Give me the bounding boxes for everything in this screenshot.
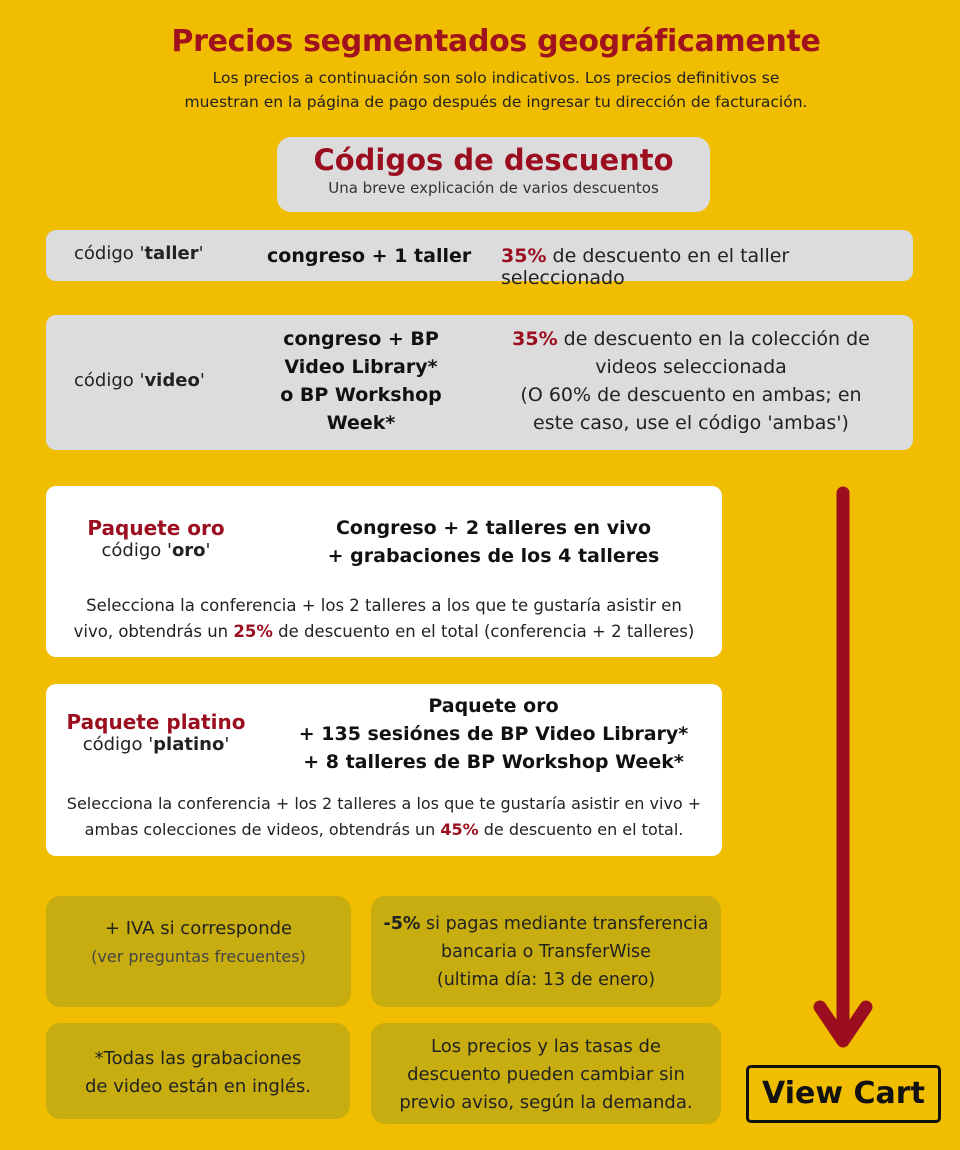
discount-row-taller [46,230,913,289]
page-title: Precios segmentados geográficamente [171,24,821,59]
discount-description: 35% de descuento en la colección de videos seleccionada (O 60% de descuento en ambas; en este caso, use el código 'ambas') [512,328,870,434]
discount-percent: 35% [501,245,547,267]
discount-percent: 25% [233,622,273,641]
note-text: + IVA si corresponde [104,918,293,939]
package-name: Paquete oro [87,516,225,540]
view-cart-button[interactable]: View Cart [746,1065,941,1123]
code-value: taller [144,243,199,264]
package-card-platino [46,684,722,856]
note-transfer: -5% si pagas mediante transferencia bancaria o TransferWise (ultima día: 13 de enero) [371,896,721,1007]
package-card-oro [46,486,722,657]
discount-percent: -5% [383,914,421,934]
package-offer: Paquete oro + 135 sesiónes de BP Video Library* + 8 talleres de BP Workshop Week* [298,695,689,773]
code-label: código 'platino' [82,734,230,755]
code-value: video [144,370,200,391]
package-offer: Congreso + 2 talleres en vivo + grabaciones de los 4 talleres [327,517,660,567]
discount-percent: 45% [440,820,479,839]
down-arrow-icon [800,485,890,1055]
package-name: Paquete platino [66,710,246,734]
code-label: código 'oro' [101,540,211,561]
offer-label: congreso + 1 taller [267,245,472,267]
faq-note: (ver preguntas frecuentes) [91,947,306,966]
intro-text [0,66,960,114]
note-prices: Los precios y las tasas de descuento pueden cambiar sin previo aviso, según la demanda. [371,1023,721,1124]
code-value: platino [153,734,225,755]
offer-label: congreso + BP Video Library* o BP Workshop Week* [280,328,442,434]
package-header [66,516,246,561]
discount-codes-subtitle: Una breve explicación de varios descuentos [328,179,659,197]
package-description: Selecciona la conferencia + los 2 talleres a los que te gustaría asistir en vivo, obtendrás un 25% de descuento en el total (conferencia + 2 talleres) [73,596,695,641]
discount-row-video [46,315,913,450]
note-iva [46,896,351,1007]
discount-codes-header [277,137,710,212]
code-value: oro [171,540,206,561]
discount-codes-title: Códigos de descuento [313,143,674,177]
note-recordings: *Todas las grabaciones de video están en inglés. [46,1023,350,1119]
intro-line: muestran en la página de pago después de ingresar tu dirección de facturación. [184,93,808,111]
discount-description: 35% de descuento en el taller seleccionado [501,245,790,289]
package-header [56,710,256,755]
package-description: Selecciona la conferencia + los 2 talleres a los que te gustaría asistir en vivo + ambas colecciones de videos, obtendrás un 45% de descuento en el total. [66,794,702,839]
code-label: código 'video' [74,370,205,391]
intro-line: Los precios a continuación son solo indicativos. Los precios definitivos se [212,69,780,87]
code-label: código 'taller' [74,243,204,264]
discount-percent: 35% [512,328,558,350]
